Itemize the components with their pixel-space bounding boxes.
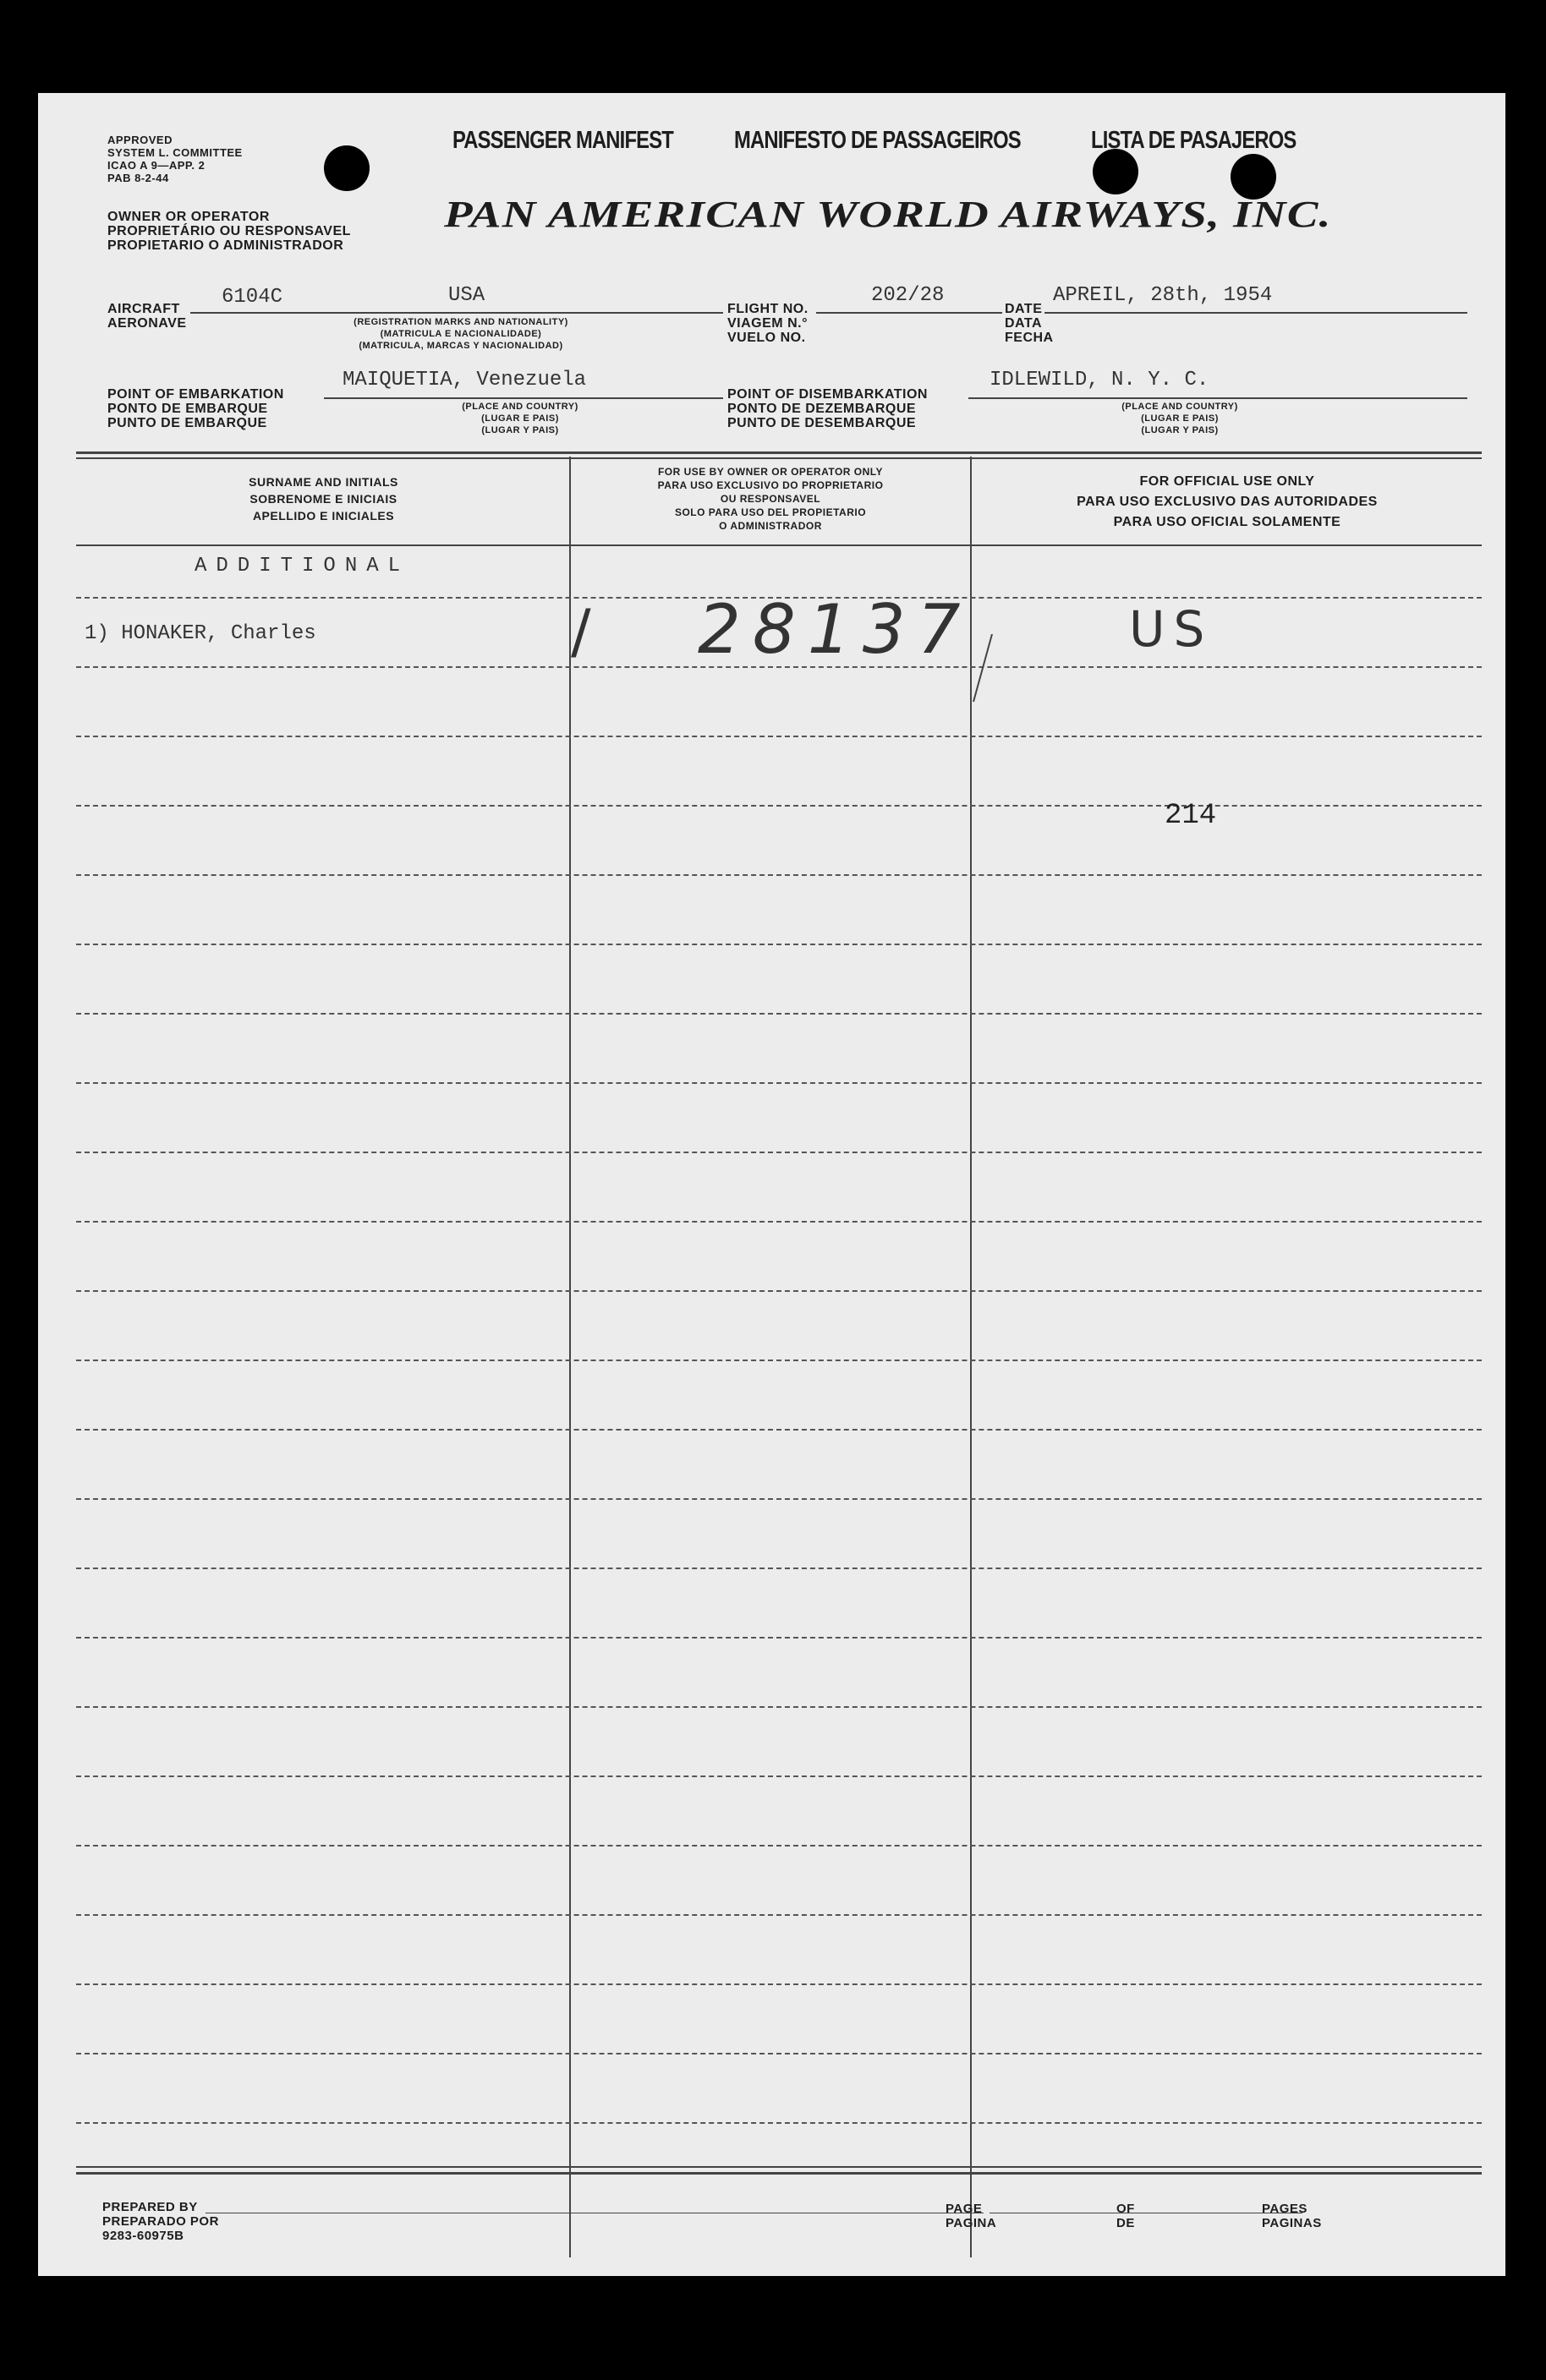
owner-label-pt: PROPRIETÁRIO OU RESPONSAVEL [107, 224, 351, 238]
column-divider-2 [970, 457, 972, 2257]
aircraft-value: 6104C [222, 286, 283, 309]
owner-label-en: OWNER OR OPERATOR [107, 210, 270, 224]
title-passenger-manifest: PASSENGER MANIFEST [452, 127, 673, 154]
company-name: PAN AMERICAN WORLD AIRWAYS, INC. [444, 194, 1332, 235]
embarkation-label-pt: PONTO DE EMBARQUE [107, 402, 268, 416]
handwritten-mark: / [571, 597, 591, 666]
disembarkation-note-1: (PLACE AND COUNTRY) [1121, 402, 1238, 412]
table-row-line [76, 1845, 1482, 1847]
table-row-line [76, 874, 1482, 876]
page-label-block [946, 2202, 996, 2230]
table-row-line [76, 2053, 1482, 2054]
table-top-rule-1 [76, 451, 1482, 454]
handwritten-stroke [967, 634, 1001, 710]
approval-line-1: APPROVED [107, 134, 173, 146]
manifest-sheet [38, 93, 1505, 2276]
punch-hole-middle [1093, 149, 1138, 194]
passenger-name: 1) HONAKER, Charles [85, 622, 316, 645]
title-lista-pasajeros: LISTA DE PASAJEROS [1091, 127, 1297, 154]
flight-label [727, 302, 809, 345]
table-row-line [76, 736, 1482, 737]
column-header-operator-5: O ADMINISTRADOR [719, 520, 822, 532]
prepared-by-pt: PREPARADO POR [102, 2214, 219, 2229]
date-underline [1044, 312, 1467, 314]
title-manifesto-passageiros: MANIFESTO DE PASSAGEIROS [734, 127, 1021, 154]
pages-label-block [1262, 2202, 1322, 2230]
table-row-line [76, 1914, 1482, 1916]
table-row-line [76, 1082, 1482, 1084]
aircraft-label-en: AIRCRAFT [107, 302, 180, 316]
embarkation-note-2: (LUGAR E PAIS) [481, 413, 559, 424]
pages-label-en: PAGES [1262, 2202, 1308, 2216]
approval-line-3: ICAO A 9—APP. 2 [107, 159, 206, 172]
table-row-line [76, 1221, 1482, 1223]
owner-label [107, 210, 351, 253]
column-header-official-es: PARA USO OFICIAL SOLAMENTE [1113, 515, 1341, 529]
disembarkation-label-es: PUNTO DE DESEMBARQUE [727, 416, 917, 430]
flight-label-pt: VIAGEM N.° [727, 316, 808, 331]
disembarkation-note-3: (LUGAR Y PAIS) [1141, 425, 1219, 435]
of-label-pt: DE [1116, 2216, 1135, 2230]
table-bottom-rule-1 [76, 2166, 1482, 2168]
table-row-line [76, 1360, 1482, 1361]
table-row-line [76, 1775, 1482, 1777]
embarkation-value: MAIQUETIA, Venezuela [343, 369, 587, 391]
aircraft-note-3: (MATRICULA, MARCAS Y NACIONALIDAD) [359, 341, 563, 351]
date-label-en: DATE [1005, 302, 1043, 316]
embarkation-note-1: (PLACE AND COUNTRY) [462, 402, 578, 412]
column-divider-1 [569, 457, 571, 2257]
column-header-official-pt: PARA USO EXCLUSIVO DAS AUTORIDADES [1077, 495, 1378, 509]
page-label-pt: PAGINA [946, 2216, 997, 2230]
table-row-line [76, 805, 1482, 807]
aircraft-note-2: (MATRICULA E NACIONALIDADE) [380, 329, 542, 339]
aircraft-nationality: USA [448, 284, 485, 307]
aircraft-note-1: (REGISTRATION MARKS AND NATIONALITY) [354, 317, 568, 327]
column-header-surname-es: APELLIDO E INICIALES [252, 509, 395, 523]
table-row-line [76, 1983, 1482, 1985]
table-row-line [76, 1498, 1482, 1500]
table-row-line [76, 944, 1482, 945]
aircraft-label [107, 302, 187, 331]
table-bottom-rule-2 [76, 2172, 1482, 2175]
column-header-official [973, 472, 1481, 533]
table-row-line [76, 1706, 1482, 1708]
table-top-rule-2 [76, 457, 1482, 459]
flight-underline [816, 312, 1002, 314]
date-label-es: FECHA [1005, 331, 1054, 345]
disembarkation-label-en: POINT OF DISEMBARKATION [727, 387, 928, 402]
prepared-by-block [102, 2200, 219, 2243]
column-header-surname [80, 473, 567, 524]
approval-line-2: SYSTEM L. COMMITTEE [107, 146, 243, 159]
of-label-en: OF [1116, 2202, 1135, 2216]
column-header-operator-3: OU RESPONSAVEL [720, 493, 821, 505]
embarkation-note-3: (LUGAR Y PAIS) [481, 425, 559, 435]
disembarkation-notes [1053, 401, 1307, 436]
date-value: APREIL, 28th, 1954 [1053, 284, 1273, 307]
table-row-line [76, 2122, 1482, 2124]
disembarkation-value: IDLEWILD, N. Y. C. [990, 369, 1209, 391]
page-label-en: PAGE [946, 2202, 983, 2216]
column-header-official-en: FOR OFFICIAL USE ONLY [1139, 474, 1315, 489]
aircraft-underline [190, 312, 723, 314]
embarkation-underline [324, 397, 723, 399]
disembarkation-label [727, 387, 928, 430]
embarkation-label-es: PUNTO DE EMBARQUE [107, 416, 267, 430]
embarkation-label [107, 387, 284, 430]
prepared-by-en: PREPARED BY [102, 2200, 198, 2214]
section-label-additional: ADDITIONAL [195, 555, 410, 577]
column-header-operator [573, 465, 968, 533]
of-label-block [1116, 2202, 1135, 2230]
owner-label-es: PROPIETARIO O ADMINISTRADOR [107, 238, 344, 253]
flight-label-es: VUELO NO. [727, 331, 806, 345]
column-header-surname-pt: SOBRENOME E INICIAIS [249, 492, 397, 506]
table-row-line [76, 1013, 1482, 1015]
table-row-line [76, 1290, 1482, 1292]
table-row-line [76, 1152, 1482, 1153]
column-header-surname-en: SURNAME AND INITIALS [249, 475, 398, 489]
aircraft-notes [292, 316, 630, 352]
approval-block [107, 134, 243, 184]
pages-label-pt: PAGINAS [1262, 2216, 1322, 2230]
column-header-operator-4: SOLO PARA USO DEL PROPIETARIO [674, 506, 867, 518]
date-label [1005, 302, 1054, 345]
table-row-line [76, 1429, 1482, 1431]
flight-value: 202/28 [871, 284, 945, 307]
column-header-operator-1: FOR USE BY OWNER OR OPERATOR ONLY [657, 466, 884, 478]
stamp-number: 214 [1165, 800, 1217, 832]
disembarkation-label-pt: PONTO DE DEZEMBARQUE [727, 402, 917, 416]
handwritten-number: 28137 [698, 590, 973, 669]
form-number: 9283-60975B [102, 2229, 184, 2243]
column-header-operator-2: PARA USO EXCLUSIVO DO PROPRIETARIO [657, 479, 884, 491]
table-row-line [76, 1637, 1482, 1639]
table-header-rule [76, 544, 1482, 546]
table-row-line [76, 1568, 1482, 1569]
approval-line-4: PAB 8-2-44 [107, 172, 169, 184]
disembarkation-note-2: (LUGAR E PAIS) [1141, 413, 1219, 424]
aircraft-label-pt: AERONAVE [107, 316, 187, 331]
embarkation-notes [393, 401, 647, 436]
disembarkation-underline [968, 397, 1467, 399]
flight-label-en: FLIGHT NO. [727, 302, 809, 316]
punch-hole-left [324, 145, 370, 191]
embarkation-label-en: POINT OF EMBARKATION [107, 387, 284, 402]
date-label-pt: DATA [1005, 316, 1043, 331]
handwritten-code: US [1129, 600, 1214, 658]
